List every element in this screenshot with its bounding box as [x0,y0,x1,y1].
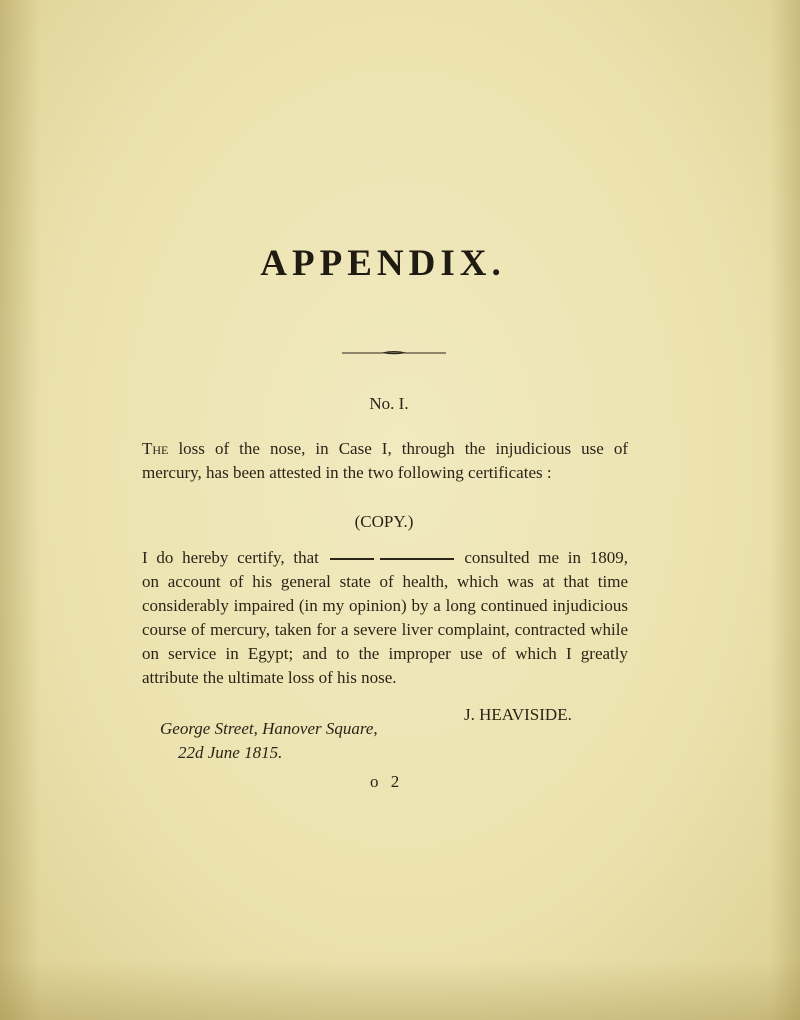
intro-lead-word: The [142,439,169,458]
certificate-line-6: attribute the ultimate loss of his nose. [142,668,397,687]
address-block [160,717,378,765]
certificate-line-1 [142,546,628,570]
certificate-line-5: on service in Egypt; and to the improper use of which I greatly [142,644,628,663]
page-edge-shadow-right [770,0,800,1020]
certificate-line-1-after: consulted me in 1809, [455,548,628,567]
appendix-heading: APPENDIX. [260,243,506,284]
intro-line-1 [142,437,628,461]
certificate-line-2: on account of his general state of health, which was at that time [142,572,628,591]
page-edge-shadow-left [0,0,40,1020]
signature-mark: o 2 [370,772,404,791]
page-edge-shadow-bottom [0,960,800,1020]
certificate-line-3: considerably impaired (in my opinion) by a long continued injudicious [142,596,628,615]
certificate-line-4: course of mercury, taken for a severe liver complaint, contracted while [142,620,628,639]
address-date: 22d June 1815. [178,743,283,762]
signature: J. HEAVISIDE. [464,705,572,724]
address-street: George Street, Hanover Square, [160,719,378,738]
redacted-name-dash [330,558,454,560]
intro-line-1-text: loss of the nose, in Case I, through the injudicious use of [168,439,628,458]
certificate-line-1-before: I do hereby certify, that [142,548,328,567]
intro-paragraph [142,437,628,485]
copy-label: (COPY.) [354,512,414,531]
decorative-rule [342,350,446,356]
section-number: No. I. [369,394,409,413]
intro-line-2: mercury, has been attested in the two following certificates : [142,463,552,482]
certificate-paragraph [142,546,628,690]
